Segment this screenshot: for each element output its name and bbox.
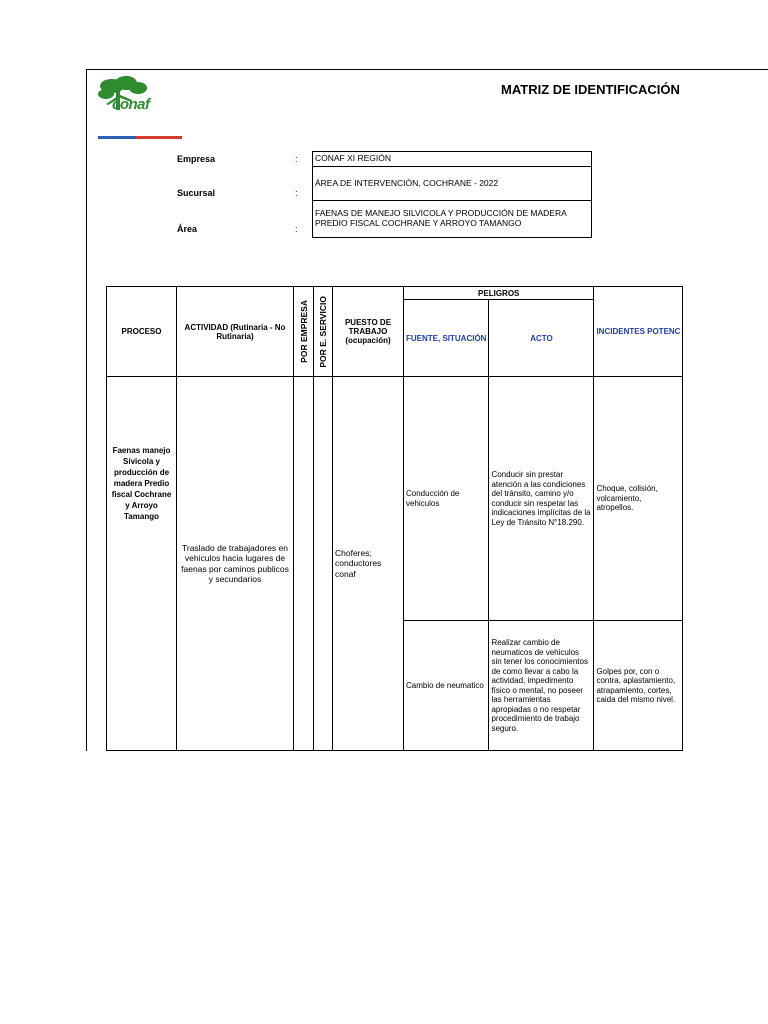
- hazard-matrix-table: [106, 286, 683, 751]
- area-colon: :: [295, 224, 298, 234]
- header-por-servicio-cell: [314, 287, 333, 377]
- incidentes-cell-2: Golpes por, con o contra, aplastamiento, atrapamiento, cortes, caida del mismo nivel.: [594, 621, 683, 751]
- sucursal-value: ÁREA DE INTERVENCIÓN, COCHRANE - 2022: [312, 166, 592, 201]
- incidentes-cell-1: Choque, colisión, volcamiento, atropellos.: [594, 377, 683, 621]
- logo-stripe-blue: [98, 136, 136, 139]
- page-frame-left: [86, 69, 87, 751]
- logo-wordmark: conaf: [112, 96, 150, 113]
- fuente-cell-2: Cambio de neumatico: [404, 621, 489, 751]
- empresa-colon: :: [295, 154, 298, 164]
- acto-cell-2: Realizar cambio de neumaticos de vehiculos sin tener los conocimientos de como llevar a cabo la actividad, impedimento físico o mental, no poseer las herramientas apropiadas o no respetar procedimiento de trabajo seguro.: [489, 621, 594, 751]
- por-servicio-cell: [314, 377, 333, 751]
- header-acto: ACTO: [489, 300, 594, 377]
- header-por-servicio: POR E. SERVICIO: [318, 295, 328, 368]
- empresa-label: Empresa: [177, 154, 216, 164]
- fuente-cell-1: Conducción de vehiculos: [404, 377, 489, 621]
- area-label: Área: [177, 224, 198, 234]
- acto-cell-1: Conducir sin prestar atención a las condiciones del tránsito, camino y/o conducir sin respetar las indicaciones implícitas de la Ley de Tránsito N°18.290.: [489, 377, 594, 621]
- header-por-empresa-cell: [294, 287, 314, 377]
- empresa-value: CONAF XI REGIÓN: [312, 151, 592, 167]
- header-proceso: PROCESO: [107, 287, 177, 377]
- proceso-cell: Faenas manejo Sívicola y producción de madera Predio fiscal Cochrane y Arroyo Tamango: [107, 377, 177, 751]
- area-value: FAENAS DE MANEJO SILVICOLA Y PRODUCCIÓN DE MADERA PREDIO FISCAL COCHRANE Y ARROYO TAMANGO: [312, 200, 592, 238]
- sucursal-label: Sucursal: [177, 188, 216, 198]
- header-incidentes: INCIDENTES POTENC: [594, 287, 683, 377]
- puesto-cell: Choferes; conductores conaf: [333, 377, 404, 751]
- header-peligros: PELIGROS: [404, 287, 594, 300]
- sucursal-colon: :: [295, 188, 298, 198]
- header-actividad: ACTIVIDAD (Rutinaria - No Rutinaria): [177, 287, 294, 377]
- logo-stripe-red: [136, 136, 182, 139]
- page-frame-top: [86, 69, 768, 70]
- por-empresa-cell: [294, 377, 314, 751]
- header-puesto: PUESTO DE TRABAJO (ocupación): [333, 287, 404, 377]
- document-title: MATRIZ DE IDENTIFICACIÓN: [501, 82, 680, 97]
- actividad-cell: Traslado de trabajadores en vehiculos hacia lugares de faenas por caminos publicos y secundarios: [177, 377, 294, 751]
- header-fuente: FUENTE, SITUACIÓN: [404, 300, 489, 377]
- header-por-empresa: POR EMPRESA: [298, 300, 309, 363]
